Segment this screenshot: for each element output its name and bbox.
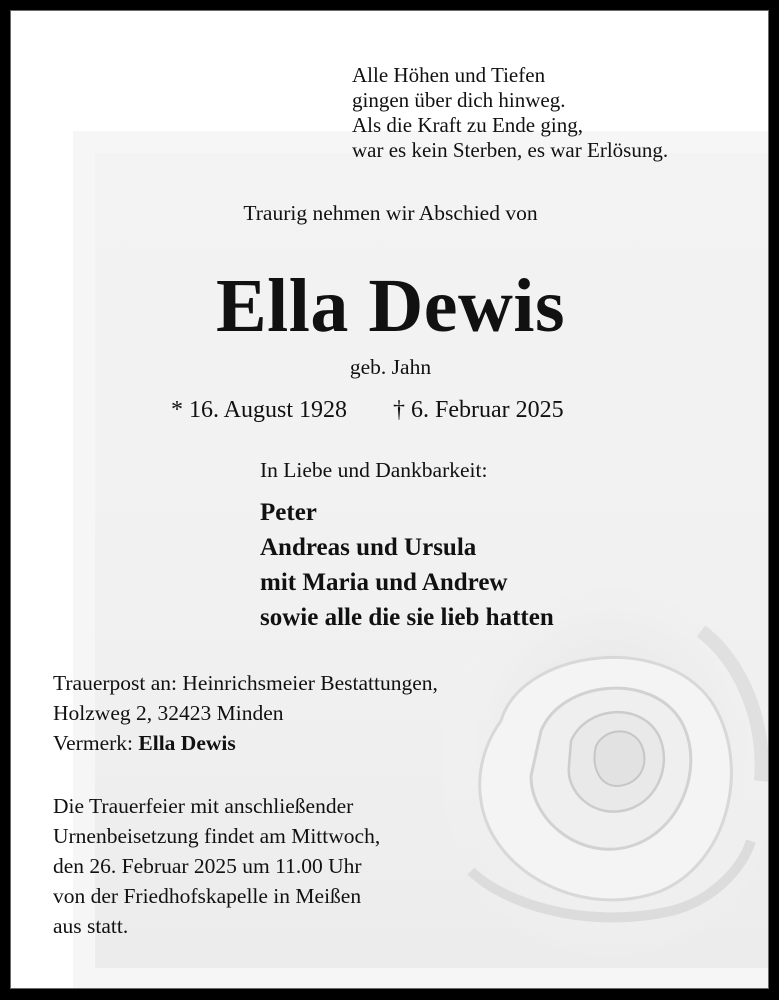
note-label: Vermerk:: [53, 731, 133, 755]
deceased-name: Ella Dewis: [215, 264, 566, 348]
mourner-line: mit Maria und Andrew: [260, 569, 508, 596]
service-line: Urnenbeisetzung findet am Mittwoch,: [53, 824, 381, 848]
service-line: Die Trauerfeier mit anschließender: [53, 794, 354, 818]
mourner-line: sowie alle die sie lieb hatten: [260, 604, 554, 631]
condolence-address: [53, 668, 438, 758]
obituary-card: [10, 10, 769, 989]
poem-line: war es kein Sterben, es war Erlösung.: [352, 138, 669, 162]
birth-name: geb. Jahn: [349, 355, 432, 379]
address-line: Trauerpost an: Heinrichsmeier Bestattungen,: [53, 671, 438, 695]
poem-line: Als die Kraft zu Ende ging,: [352, 113, 583, 137]
note-value: Ella Dewis: [138, 731, 236, 755]
poem-line: gingen über dich hinweg.: [352, 88, 566, 112]
intro-text: Traurig nehmen wir Abschied von: [243, 201, 538, 225]
service-line: von der Friedhofskapelle in Meißen: [53, 884, 362, 908]
mourner-line: Peter: [260, 499, 317, 526]
service-details: [53, 791, 380, 941]
life-dates: [171, 397, 564, 424]
poem-line: Alle Höhen und Tiefen: [352, 63, 546, 87]
mourner-line: Andreas und Ursula: [260, 534, 477, 561]
note-line: [53, 728, 438, 758]
service-line: aus statt.: [53, 914, 129, 938]
death-date: † 6. Februar 2025: [393, 397, 564, 423]
poem: [352, 63, 668, 163]
birth-date: * 16. August 1928: [171, 397, 348, 423]
service-line: den 26. Februar 2025 um 11.00 Uhr: [53, 854, 362, 878]
mourners-list: [260, 495, 554, 635]
mourners-heading: In Liebe und Dankbarkeit:: [260, 458, 488, 482]
address-line: Holzweg 2, 32423 Minden: [53, 701, 284, 725]
